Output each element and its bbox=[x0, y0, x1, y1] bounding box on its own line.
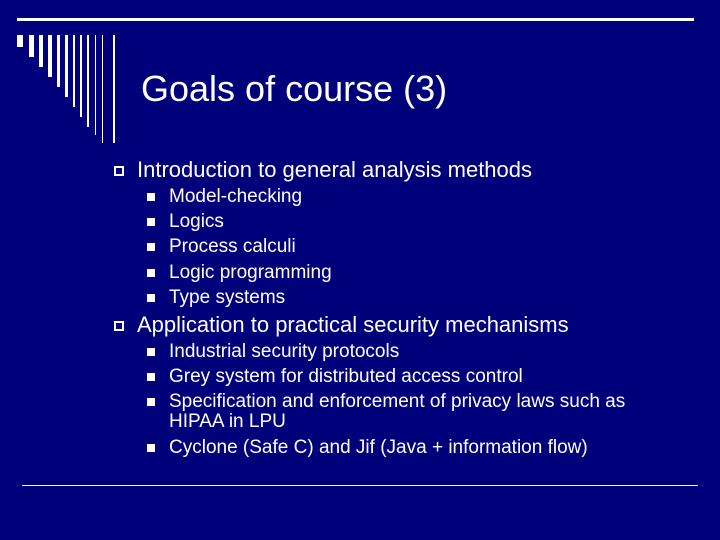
filled-square-bullet-icon bbox=[147, 373, 155, 381]
list-item-text-line-1: Specification and enforcement of privacy laws such as bbox=[169, 391, 626, 412]
list-item-text: Type systems bbox=[169, 287, 286, 308]
vbar bbox=[57, 35, 60, 87]
list-item-text: Grey system for distributed access control bbox=[169, 366, 523, 387]
vbar bbox=[95, 35, 96, 135]
hollow-square-bullet-icon bbox=[114, 166, 124, 176]
list-item-text: Cyclone (Safe C) and Jif (Java + information flow) bbox=[169, 437, 588, 458]
list-item-text-line-2: HIPAA in LPU bbox=[169, 411, 286, 432]
filled-square-bullet-icon bbox=[147, 269, 155, 277]
filled-square-bullet-icon bbox=[147, 348, 155, 356]
filled-square-bullet-icon bbox=[147, 193, 155, 201]
list-item-text: Logics bbox=[169, 211, 224, 232]
section-heading-text: Application to practical security mechanisms bbox=[137, 312, 569, 337]
list-item-text: Model-checking bbox=[169, 186, 303, 207]
filled-square-bullet-icon bbox=[147, 218, 155, 226]
vbar bbox=[17, 35, 23, 47]
hollow-square-bullet-icon bbox=[114, 321, 124, 331]
vbar bbox=[39, 35, 43, 67]
vbar bbox=[29, 35, 34, 57]
list-item-text: Logic programming bbox=[169, 262, 332, 283]
slide-title: Goals of course (3) bbox=[141, 68, 448, 109]
list-item-text: Industrial security protocols bbox=[169, 341, 400, 362]
vbar bbox=[73, 35, 75, 107]
decorative-vertical-bars bbox=[0, 0, 140, 150]
vbar bbox=[48, 35, 52, 77]
vbar bbox=[87, 35, 89, 127]
filled-square-bullet-icon bbox=[147, 398, 155, 406]
filled-square-bullet-icon bbox=[147, 243, 155, 251]
vbar bbox=[102, 35, 103, 143]
vbar bbox=[113, 35, 115, 143]
list-item-text: Process calculi bbox=[169, 236, 296, 257]
filled-square-bullet-icon bbox=[147, 294, 155, 302]
filled-square-bullet-icon bbox=[147, 444, 155, 452]
bottom-rule bbox=[22, 485, 698, 486]
vbar bbox=[65, 35, 68, 97]
section-heading-text: Introduction to general analysis methods bbox=[137, 157, 533, 182]
vbar bbox=[80, 35, 82, 117]
